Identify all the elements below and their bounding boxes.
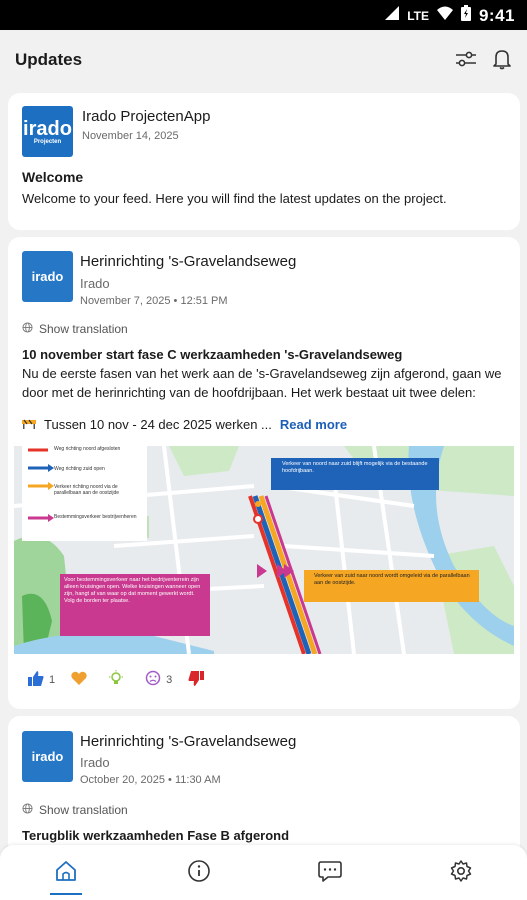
heart-icon bbox=[71, 671, 87, 688]
show-translation-label: Show translation bbox=[39, 322, 128, 336]
nav-settings[interactable] bbox=[447, 859, 475, 887]
logo-text: irado bbox=[31, 269, 64, 284]
map-legend bbox=[54, 446, 144, 520]
globe-icon bbox=[22, 803, 33, 817]
post-date: October 20, 2025 • 11:30 AM bbox=[80, 774, 221, 786]
post-body: Welcome to your feed. Here you will find the latest updates on the project. bbox=[22, 191, 447, 206]
read-more-link[interactable]: Read more bbox=[279, 417, 348, 432]
post-author: Irado ProjectenApp bbox=[82, 108, 211, 125]
post-body: Nu de eerste fasen van het werk aan de 's-Gravelandseweg zijn afgerond, gaan we door met de herinrichting van de hoofdrijbaan. Het werk bestaat uit twee delen: bbox=[22, 366, 502, 400]
wifi-icon bbox=[437, 6, 453, 25]
post-org: Irado bbox=[80, 755, 110, 770]
post-map-image[interactable] bbox=[14, 446, 514, 654]
org-logo bbox=[22, 251, 73, 302]
lightbulb-icon bbox=[108, 670, 124, 689]
info-icon bbox=[187, 859, 211, 888]
logo-text: irado bbox=[23, 118, 72, 140]
post-heading: Welcome bbox=[22, 169, 84, 185]
legend-item: Verkeer richting noord via de parallelbaan aan de oostzijde bbox=[54, 484, 120, 496]
app-bar bbox=[0, 30, 527, 90]
show-translation-link[interactable] bbox=[22, 803, 128, 817]
bottom-navigation bbox=[0, 845, 527, 900]
clock: 9:41 bbox=[478, 5, 515, 25]
post-date: November 7, 2025 • 12:51 PM bbox=[80, 295, 228, 307]
reaction-idea[interactable] bbox=[108, 670, 129, 689]
reaction-bar bbox=[28, 670, 209, 689]
reaction-love[interactable] bbox=[71, 671, 92, 688]
filter-button[interactable] bbox=[452, 47, 480, 75]
org-logo bbox=[22, 731, 73, 782]
map-callout-south: Verkeer van noord naar zuid blijft mogelijk via de bestaande hoofdrijbaan. bbox=[282, 461, 428, 474]
thumbs-down-icon bbox=[188, 671, 204, 689]
sliders-icon bbox=[455, 50, 477, 73]
post-heading: 10 november start fase C werkzaamheden 's-Gravelandseweg bbox=[22, 347, 403, 362]
post-title: Herinrichting 's-Gravelandseweg bbox=[80, 253, 297, 270]
network-type: LTE bbox=[407, 8, 429, 23]
reaction-dislike[interactable] bbox=[188, 671, 209, 689]
sad-face-icon bbox=[145, 670, 161, 689]
page-title: Updates bbox=[15, 50, 83, 69]
gear-icon bbox=[449, 859, 473, 888]
reaction-count: 1 bbox=[49, 673, 56, 686]
nav-info[interactable] bbox=[185, 859, 213, 887]
post-title: Herinrichting 's-Gravelandseweg bbox=[80, 733, 297, 750]
signal-icon bbox=[385, 6, 399, 25]
map-callout-north: Verkeer van zuid naar noord wordt omgeleid via de parallelbaan aan de oostzijde. bbox=[314, 573, 470, 586]
chat-icon bbox=[317, 859, 343, 888]
post-org: Irado bbox=[80, 276, 110, 291]
status-bar bbox=[0, 0, 527, 30]
reaction-like[interactable] bbox=[28, 671, 55, 689]
show-translation-link[interactable] bbox=[22, 322, 128, 336]
post-teaser bbox=[22, 415, 347, 434]
show-translation-label: Show translation bbox=[39, 803, 128, 817]
app-logo bbox=[22, 106, 73, 157]
post-card[interactable] bbox=[8, 237, 520, 709]
thumbs-up-icon bbox=[28, 671, 44, 689]
post-heading: Terugblik werkzaamheden Fase B afgerond bbox=[22, 828, 290, 843]
legend-item: Weg richting noord afgesloten bbox=[54, 446, 121, 452]
map-callout-destination: Voor bestemmingsverkeer naar het bedrijventerrein zijn alleen kruisingen open. Welke kruisingen wanneer open zijn, hangt af van waar op dat moment gewerkt wordt. Volg de borden ter plaatse. bbox=[64, 577, 201, 604]
reaction-sad[interactable] bbox=[145, 670, 172, 689]
welcome-card[interactable] bbox=[8, 93, 520, 230]
logo-subtext: Projecten bbox=[33, 139, 62, 145]
home-icon bbox=[54, 859, 78, 888]
reaction-count: 3 bbox=[166, 673, 173, 686]
barrier-icon bbox=[22, 415, 36, 434]
globe-icon bbox=[22, 322, 33, 336]
post-teaser-text: Tussen 10 nov - 24 dec 2025 werken ... bbox=[44, 417, 272, 432]
nav-messages[interactable] bbox=[316, 859, 344, 887]
legend-item: Weg richting zuid open bbox=[54, 466, 105, 472]
post-card[interactable] bbox=[8, 716, 520, 856]
nav-home[interactable] bbox=[52, 859, 80, 887]
legend-item: Bestemmingsverkeer bestrijvenheren bbox=[54, 514, 137, 520]
post-date: November 14, 2025 bbox=[82, 130, 179, 142]
notifications-button[interactable] bbox=[488, 47, 516, 75]
logo-text: irado bbox=[31, 749, 64, 764]
battery-icon bbox=[461, 5, 471, 26]
bell-icon bbox=[492, 48, 512, 75]
